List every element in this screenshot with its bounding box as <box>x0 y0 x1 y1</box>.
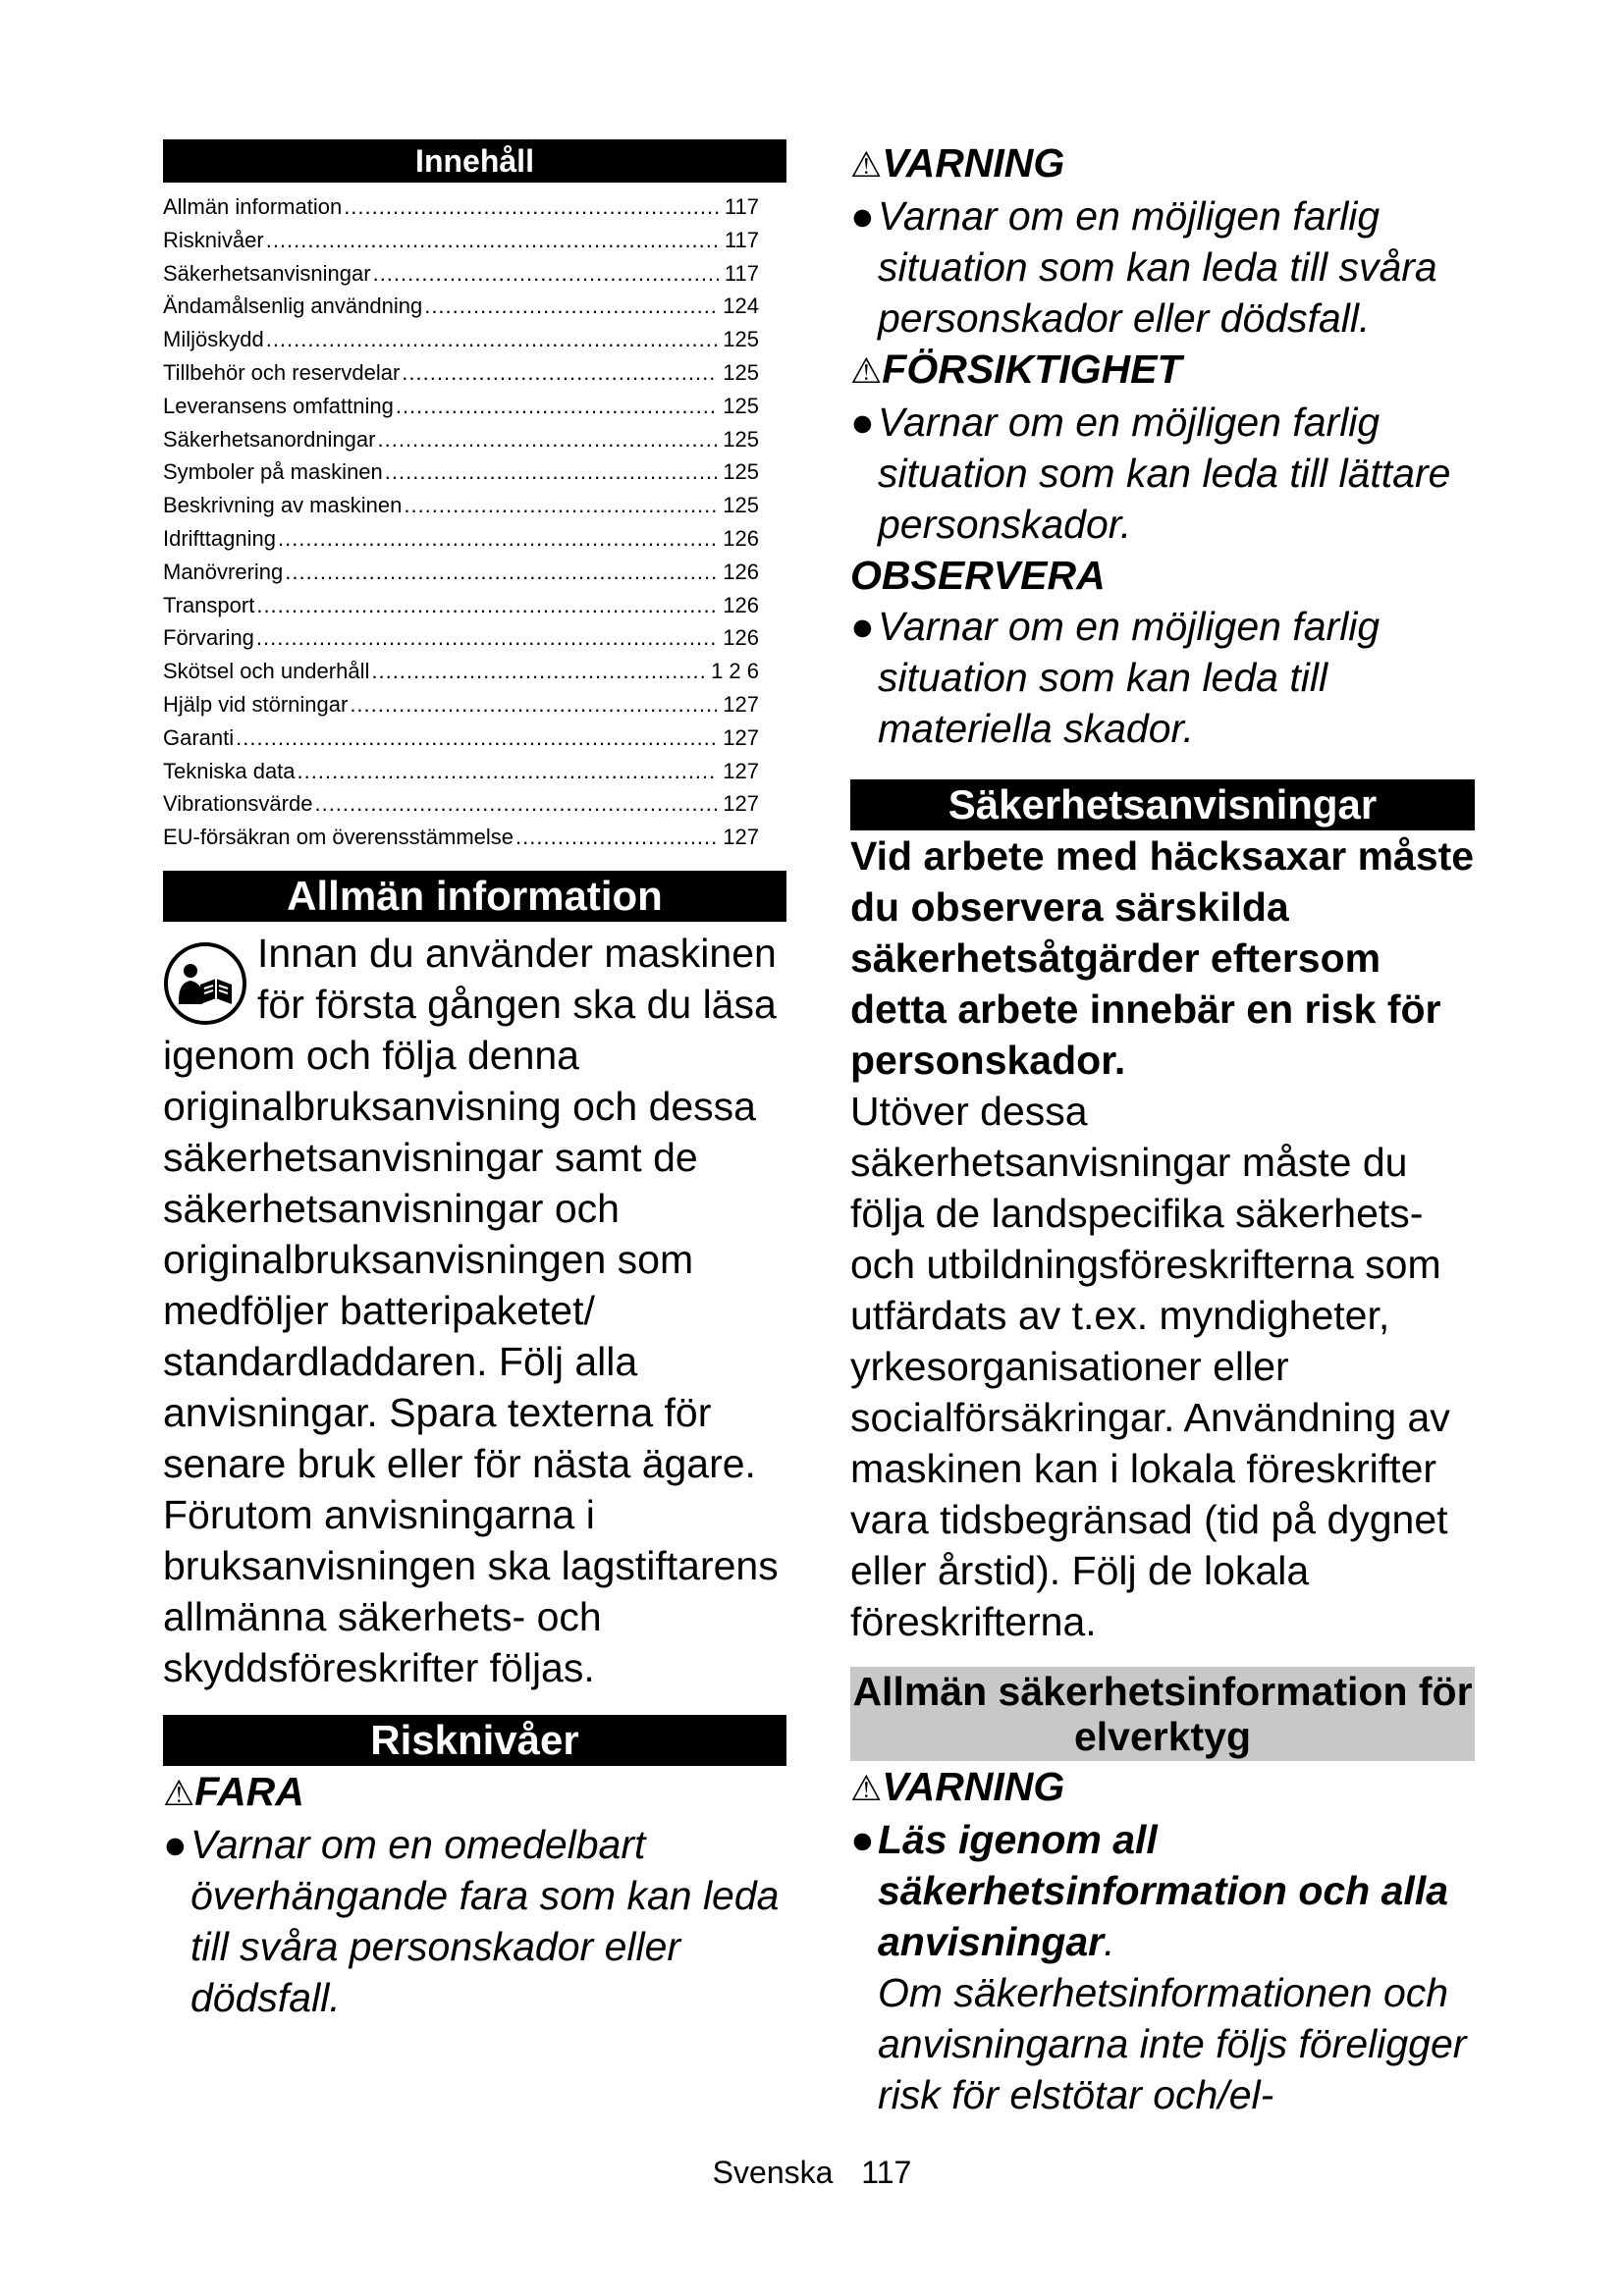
toc-leader-dots <box>404 489 717 522</box>
toc-entry-title: Transport <box>163 592 255 617</box>
notice-text: Varnar om en möjligen farlig situation som kan leda till materiella skador. <box>878 604 1380 751</box>
toc-row <box>163 556 786 589</box>
toc-entry-title: Skötsel och underhåll <box>163 659 370 684</box>
toc-leader-dots <box>402 356 717 390</box>
toc-leader-dots <box>373 257 719 291</box>
warning-triangle-icon: ⚠ <box>163 1772 195 1813</box>
danger-label: FARA <box>194 1768 304 1814</box>
footer-language: Svenska <box>712 2155 834 2190</box>
toc-entry-title: Miljöskydd <box>163 327 264 352</box>
toc-entry-page: 125 <box>723 359 759 385</box>
right-column <box>850 137 1475 2120</box>
toc-entry-page: 127 <box>723 758 759 783</box>
toc-entry-page: 126 <box>723 625 759 651</box>
warning-triangle-icon: ⚠ <box>850 1768 883 1808</box>
toc-leader-dots <box>298 755 718 788</box>
toc-entry-title: Vibrationsvärde <box>163 791 313 817</box>
toc-entry-title: Beskrivning av maskinen <box>163 493 403 518</box>
toc-leader-dots <box>314 787 717 821</box>
toc-entry-title: Tillbehör och reservdelar <box>163 359 401 385</box>
power-tools-bullet <box>850 1814 1475 2120</box>
toc-row <box>163 390 786 423</box>
toc-entry-page: 125 <box>723 493 759 518</box>
caution-description <box>850 397 1475 550</box>
warning-triangle-icon: ⚠ <box>850 350 883 391</box>
toc-entry-page: 117 <box>724 227 759 252</box>
toc-entry-page: 1 2 6 <box>711 659 759 684</box>
bullet-dot-icon: ● <box>850 193 875 239</box>
warning-description <box>850 190 1475 344</box>
toc-entry-title: Hjälp vid störningar <box>163 691 349 717</box>
toc-row <box>163 290 786 323</box>
power-tools-warning-heading <box>850 1761 1475 1814</box>
toc-entry-title: Förvaring <box>163 625 254 651</box>
bullet-dot-icon: ● <box>850 604 875 649</box>
toc-entry-title: EU-försäkran om överensstämmelse <box>163 825 514 850</box>
toc-row <box>163 589 786 622</box>
toc-leader-dots <box>266 323 718 356</box>
bullet-dot-icon: ● <box>850 1817 875 1862</box>
toc-header: Innehåll <box>163 139 786 183</box>
power-tools-safety-header: Allmän säkerhetsinformation för elverktyg <box>850 1667 1475 1761</box>
toc-row <box>163 323 786 356</box>
warning-label: VARNING <box>882 140 1065 186</box>
toc-entry-page: 125 <box>723 426 759 452</box>
warning-heading <box>850 137 1475 190</box>
toc-leader-dots <box>278 522 717 556</box>
risk-levels-header: Risknivåer <box>163 1715 786 1766</box>
toc-entry-page: 125 <box>723 393 759 418</box>
risk-level-notice <box>850 550 1475 754</box>
toc-leader-dots <box>285 556 717 589</box>
page-footer <box>0 2155 1624 2191</box>
toc-row <box>163 621 786 655</box>
read-manual-icon <box>163 941 247 1026</box>
toc-row <box>163 224 786 257</box>
toc-entry-title: Tekniska data <box>163 758 296 783</box>
bullet-dot-icon: ● <box>850 400 875 445</box>
toc-leader-dots <box>385 455 718 489</box>
toc-leader-dots <box>236 721 717 755</box>
warning-text: Varnar om en möjligen farlig situation som kan leda till svåra personskador eller dödsfall. <box>878 193 1437 341</box>
left-column <box>163 139 786 2023</box>
general-info-text: Innan du använder maskinen för första gången ska du läsa igenom och följa denna originalbruksanvisning och dessa säkerhetsanvisningar samt de säkerhetsanvisningar och originalbruksanvisningen som medföljer batteripaketet/ standardladdaren. Följ alla anvisningar. Spara texterna för senare bruk eller för nästa ägare. Förutom anvisningarna i bruksanvisningen ska lagstiftarens allmänna säkerhets- och skyddsföreskrifter följas. <box>163 930 779 1690</box>
toc-entry-title: Risknivåer <box>163 227 264 252</box>
warning-triangle-icon: ⚠ <box>850 144 883 185</box>
toc-row <box>163 522 786 556</box>
caution-label: FÖRSIKTIGHET <box>882 347 1182 392</box>
table-of-contents <box>163 190 786 854</box>
toc-entry-page: 127 <box>723 724 759 750</box>
notice-description <box>850 601 1475 754</box>
toc-row <box>163 721 786 755</box>
power-tools-warning-label: VARNING <box>882 1764 1065 1809</box>
toc-row <box>163 455 786 489</box>
toc-leader-dots <box>377 423 717 456</box>
toc-row <box>163 821 786 854</box>
danger-text: Varnar om en omedelbart överhängande fara som kan leda till svåra personskador eller dödsfall. <box>190 1821 780 2020</box>
danger-heading <box>163 1766 786 1819</box>
toc-row <box>163 257 786 291</box>
toc-row <box>163 356 786 390</box>
toc-entry-title: Säkerhetsanvisningar <box>163 260 371 286</box>
bullet-dot-icon: ● <box>163 1821 188 1867</box>
toc-entry-title: Allmän information <box>163 194 343 219</box>
toc-row <box>163 489 786 522</box>
toc-entry-page: 126 <box>723 559 759 584</box>
caution-heading <box>850 344 1475 397</box>
general-info-text-block <box>163 928 786 1693</box>
power-tools-bullet-text: Om säkerhetsinformationen och anvisningarna inte följs föreligger risk för elstötar och/el- <box>878 1970 1467 2117</box>
toc-entry-page: 127 <box>723 691 759 717</box>
toc-leader-dots <box>350 688 717 721</box>
toc-entry-title: Symboler på maskinen <box>163 459 383 485</box>
risk-level-caution <box>850 344 1475 550</box>
toc-leader-dots <box>424 290 717 323</box>
toc-entry-page: 117 <box>724 260 759 286</box>
safety-text: Utöver dessa säkerhetsanvisningar måste du följa de landspecifika säkerhets- och utbildningsföreskrifterna som utfärdats av t.ex. myndigheter, yrkesorganisationer eller socialförsäkringar. Användning av maskinen kan i lokala föreskrifter vara tidsbegränsad (tid på dygnet eller årstid). Följ de lokala föreskrifterna. <box>850 1089 1450 1644</box>
footer-page-number: 117 <box>861 2155 912 2190</box>
caution-text: Varnar om en möjligen farlig situation som kan leda till lättare personskador. <box>878 400 1451 547</box>
toc-leader-dots <box>266 224 719 257</box>
toc-entry-page: 125 <box>723 459 759 485</box>
toc-entry-title: Garanti <box>163 724 235 750</box>
toc-leader-dots <box>344 190 719 224</box>
general-info-header: Allmän information <box>163 871 786 922</box>
toc-entry-title: Ändamålsenlig användning <box>163 294 423 319</box>
toc-entry-page: 125 <box>723 327 759 352</box>
toc-row <box>163 190 786 224</box>
toc-entry-title: Säkerhetsanordningar <box>163 426 376 452</box>
toc-entry-page: 127 <box>723 791 759 817</box>
risk-level-warning <box>850 137 1475 344</box>
danger-description <box>163 1819 786 2023</box>
toc-row <box>163 655 786 688</box>
toc-row <box>163 755 786 788</box>
toc-entry-title: Manövrering <box>163 559 284 584</box>
notice-heading: OBSERVERA <box>850 553 1106 598</box>
toc-entry-title: Idrifttagning <box>163 525 276 551</box>
risk-level-danger <box>163 1766 786 2023</box>
toc-row <box>163 423 786 456</box>
toc-entry-title: Leveransens omfattning <box>163 393 394 418</box>
toc-entry-page: 124 <box>723 294 759 319</box>
safety-bold-intro: Vid arbete med häcksaxar måste du observera särskilda säkerhetsåtgärder eftersom detta arbete innebär en risk för personskador. <box>850 833 1475 1083</box>
toc-row <box>163 688 786 721</box>
toc-leader-dots <box>396 390 717 423</box>
toc-entry-page: 126 <box>723 592 759 617</box>
toc-row <box>163 787 786 821</box>
toc-entry-page: 127 <box>723 825 759 850</box>
safety-instructions-header: Säkerhetsanvisningar <box>850 779 1475 830</box>
power-tools-bullet-period: . <box>1104 1919 1115 1964</box>
toc-entry-page: 117 <box>724 194 759 219</box>
toc-leader-dots <box>256 589 717 622</box>
toc-leader-dots <box>371 655 705 688</box>
toc-leader-dots <box>256 621 717 655</box>
toc-leader-dots <box>515 821 717 854</box>
power-tools-bullet-bold: Läs igenom all säkerhetsinformation och alla anvisningar <box>878 1817 1449 1964</box>
toc-entry-page: 126 <box>723 525 759 551</box>
